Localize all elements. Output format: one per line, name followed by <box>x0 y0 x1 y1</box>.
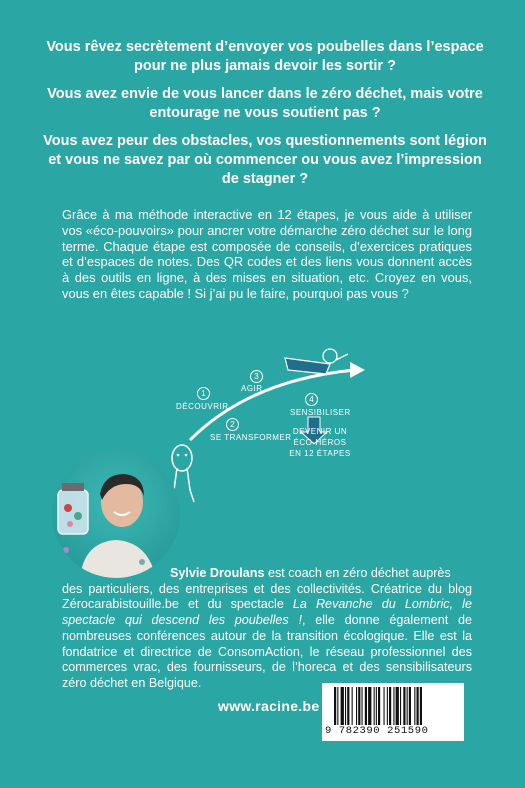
barcode-bar <box>374 687 375 725</box>
barcode-bar <box>420 687 422 725</box>
step-label-act: AGIR <box>241 384 263 393</box>
barcode-bar <box>365 687 367 725</box>
barcode-bar <box>356 687 357 725</box>
isbn-digits: 9 782390 251590 <box>325 725 429 737</box>
author-portrait-illustration <box>52 450 180 578</box>
isbn-barcode <box>322 683 464 741</box>
eco-hero-line: EN 12 ÉTAPES <box>289 449 351 458</box>
barcode-bar <box>345 687 346 725</box>
intro-question: Vous avez peur des obstacles, vos questionnements sont légion et vous ne savez par où commencer ou vous avez l’impression de stagner ? <box>43 133 487 187</box>
barcode-bar <box>347 687 349 725</box>
author-name: Sylvie Droulans <box>170 566 265 580</box>
step-label-raise-awareness: SENSIBILISER <box>290 408 351 417</box>
barcode-bar <box>393 687 394 725</box>
body-paragraph: Grâce à ma méthode interactive en 12 étapes, je vous aide à utiliser vos «éco-pouvoirs» pour ancrer votre démarche zéro déchet sur le long terme. Chaque étape est composée de conseils, d’exercices pratiques et d’espaces de notes. Des QR codes et des liens vous donnent accès à des outils en ligne, à des mises en situation, etc. Croyez en vous, vous en êtes capable ! Si j’ai pu le faire, pourquoi pas vous ? <box>62 207 472 301</box>
barcode-bar <box>389 687 391 725</box>
step-label-discover: DÉCOUVRIR <box>176 402 229 411</box>
barcode-bar <box>376 687 377 725</box>
eco-hero-line: ÉCO-HÉROS <box>293 438 347 447</box>
barcode-bar <box>396 687 399 725</box>
barcode-bar <box>400 687 401 725</box>
intro-questions <box>40 38 490 198</box>
barcode-bar <box>362 687 363 725</box>
barcode-bar <box>378 687 380 725</box>
step-number: 2 <box>226 418 239 431</box>
barcode-bars <box>334 687 458 725</box>
barcode-bar <box>409 687 411 725</box>
barcode-bar <box>337 687 338 725</box>
publisher-website[interactable]: www.racine.be <box>218 698 320 714</box>
barcode-bar <box>341 687 344 725</box>
step-label-transform: SE TRANSFORMER <box>210 433 292 442</box>
intro-question: Vous rêvez secrètement d’envoyer vos poubelles dans l’espace pour ne plus jamais devoir les sortir ? <box>46 39 484 74</box>
intro-question: Vous avez envie de vous lancer dans le zéro déchet, mais votre entourage ne vous soutient pas ? <box>47 86 483 121</box>
bio-text: , elle donne également de nombreuses conférences autour de la transition écologique. Elle est la fondatrice et directrice de ConsomAction, le réseau professionnel des commerces vrac, des fournisseurs, de l’horeca et des sensibilisateurs zéro déchet en Belgique. <box>62 613 472 690</box>
step-number: 3 <box>250 370 263 383</box>
barcode-bar <box>384 687 385 725</box>
barcode-bar <box>407 687 408 725</box>
show-title: La Revanche du Lombric, le spectacle qui descend les poubelles ! <box>62 597 472 628</box>
bio-text: des particuliers, des entreprises et des collectivités. Créatrice du blog Zérocarabistouille.be et du spectacle <box>62 581 472 612</box>
barcode-bar <box>403 687 405 725</box>
barcode-bar <box>387 687 388 725</box>
eco-hero-caption <box>270 426 370 459</box>
barcode-bar <box>414 687 415 725</box>
barcode-bar <box>417 687 419 725</box>
eco-hero-line: DEVENIR UN <box>292 427 348 436</box>
bio-first-line <box>62 566 472 582</box>
author-photo <box>52 450 180 578</box>
barcode-bar <box>352 687 353 725</box>
author-bio <box>62 566 472 692</box>
bio-text: est coach en zéro déchet auprès <box>264 566 451 580</box>
barcode-bar <box>358 687 360 725</box>
barcode-bar <box>334 687 336 725</box>
step-number: 4 <box>305 393 318 406</box>
step-number: 1 <box>197 387 210 400</box>
barcode-bar <box>368 687 371 725</box>
